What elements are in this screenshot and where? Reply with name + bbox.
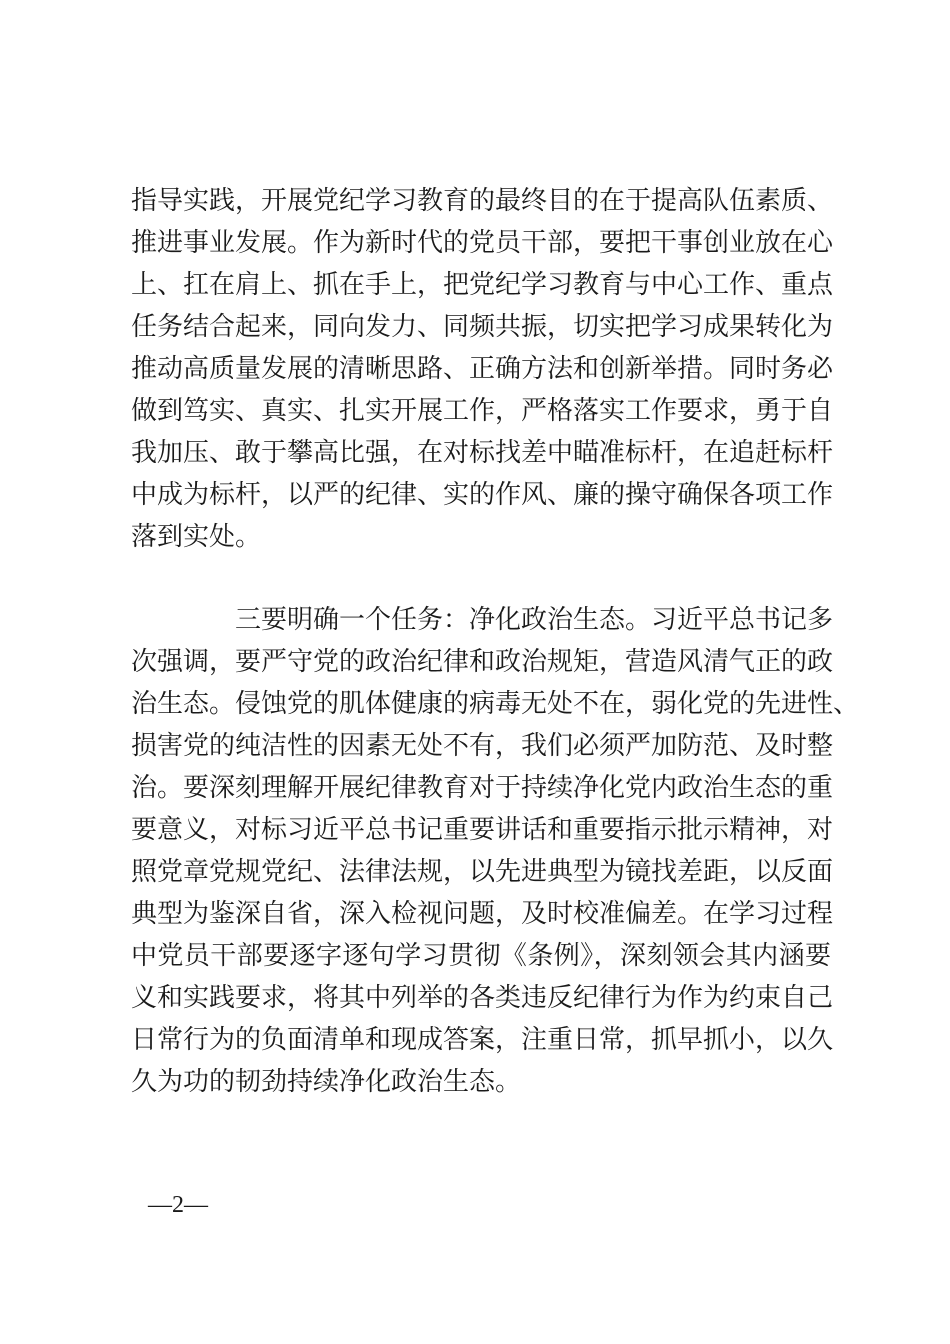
text-line: 推进事业发展。作为新时代的党员干部，要把干事创业放在心 [131,228,834,258]
text-line: 日常行为的负面清单和现成答案，注重日常，抓早抓小，以久 [131,1025,834,1055]
text-line: 典型为鉴深自省，深入检视问题，及时校准偏差。在学习过程 [131,899,834,929]
text-line: 要意义，对标习近平总书记重要讲话和重要指示批示精神，对 [131,815,834,845]
page-number: —2— [148,1192,208,1218]
text-line: 三要明确一个任务：净化政治生态。习近平总书记多 [235,605,834,635]
text-line: 上、扛在肩上、抓在手上，把党纪学习教育与中心工作、重点 [131,270,834,300]
text-line: 任务结合起来，同向发力、同频共振，切实把学习成果转化为 [131,312,834,342]
text-line: 推动高质量发展的清晰思路、正确方法和创新举措。同时务必 [131,354,834,384]
text-line: 做到笃实、真实、扎实开展工作，严格落实工作要求，勇于自 [131,396,834,426]
text-line: 照党章党规党纪、法律法规，以先进典型为镜找差距，以反面 [131,857,834,887]
text-line: 我加压、敢于攀高比强，在对标找差中瞄准标杆，在追赶标杆 [131,438,834,468]
text-line: 治。要深刻理解开展纪律教育对于持续净化党内政治生态的重 [131,773,834,803]
text-line: 损害党的纯洁性的因素无处不有，我们必须严加防范、及时整 [131,731,834,761]
text-line: 次强调，要严守党的政治纪律和政治规矩，营造风清气正的政 [131,647,834,677]
text-line: 治生态。侵蚀党的肌体健康的病毒无处不在，弱化党的先进性、 [131,689,860,719]
body-paragraph-1 [131,180,834,558]
text-line: 中成为标杆，以严的纪律、实的作风、廉的操守确保各项工作 [131,480,834,510]
text-line: 义和实践要求，将其中列举的各类违反纪律行为作为约束自己 [131,983,834,1013]
text-line: 落到实处。 [131,522,262,552]
text-line: 中党员干部要逐字逐句学习贯彻《条例》，深刻领会其内涵要 [131,941,831,971]
body-paragraph-2 [131,599,860,1103]
text-line: 久为功的韧劲持续净化政治生态。 [131,1067,522,1097]
text-line: 指导实践，开展党纪学习教育的最终目的在于提高队伍素质、 [131,186,834,216]
